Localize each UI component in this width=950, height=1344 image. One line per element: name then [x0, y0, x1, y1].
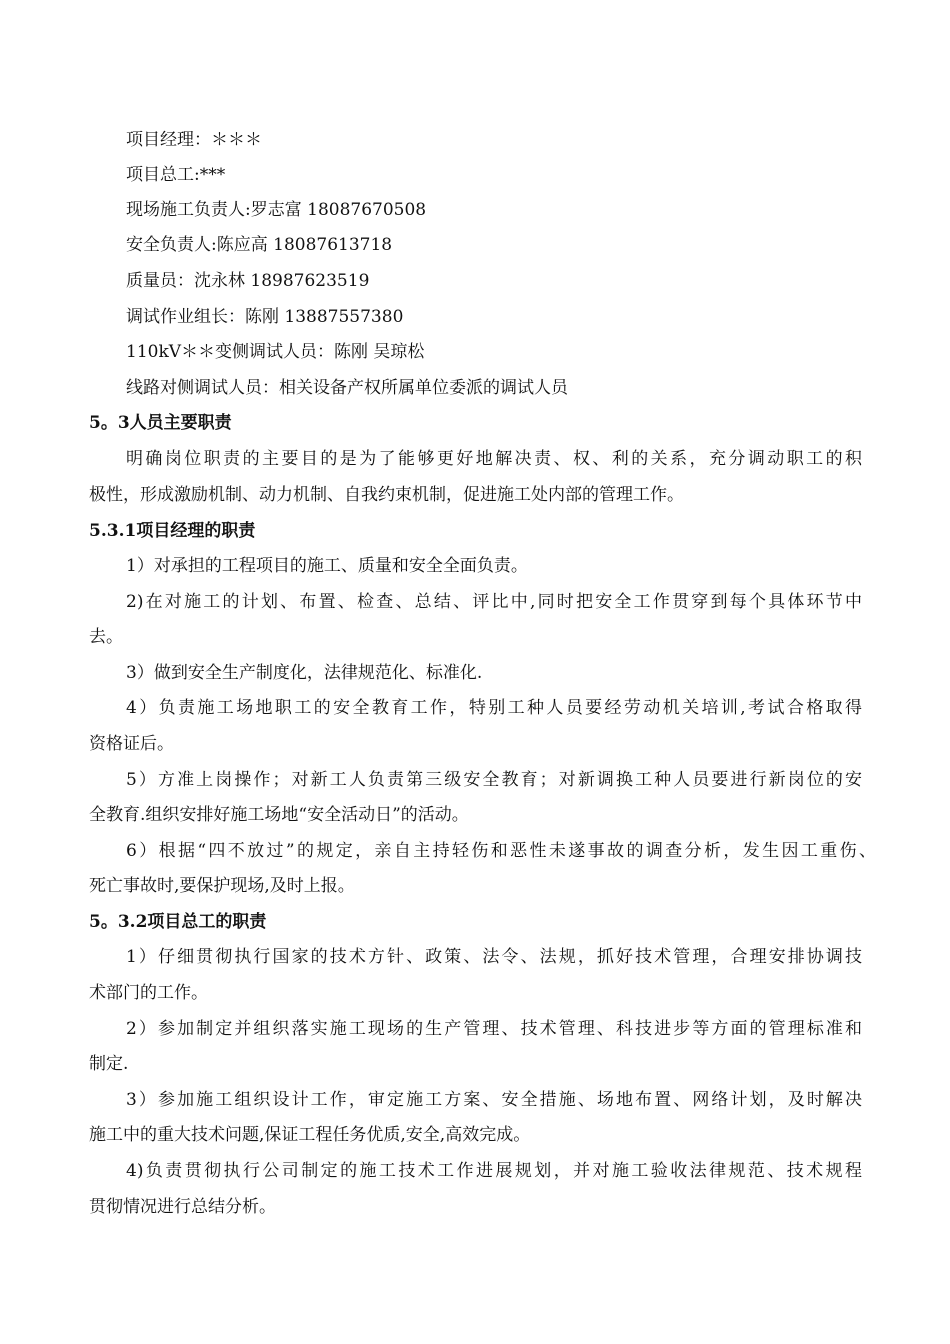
section-heading-5-3-1: 5.3.1项目经理的职责 — [89, 521, 256, 541]
contact-quality-officer: 质量员：沈永林 18987623519 — [126, 271, 370, 291]
duty-pm-6-line-2: 死亡事故时,要保护现场,及时上报。 — [89, 876, 355, 896]
contact-chief-engineer: 项目总工:*** — [126, 165, 226, 185]
section-5-3-intro-line-2: 极性，形成激励机制、动力机制、自我约束机制，促进施工处内部的管理工作。 — [89, 485, 684, 505]
duty-pm-5-line-2: 全教育.组织安排好施工场地“安全活动日”的活动。 — [89, 805, 469, 825]
duty-ce-2-line-2: 制定. — [89, 1054, 129, 1074]
duty-pm-2-line-2: 去。 — [89, 627, 123, 647]
contact-safety-leader: 安全负责人:陈应高 18087613718 — [126, 235, 393, 255]
contact-line-debug-staff: 线路对侧调试人员：相关设备产权所属单位委派的调试人员 — [126, 378, 568, 398]
duty-ce-3-line-2: 施工中的重大技术问题,保证工程任务优质,安全,高效完成。 — [89, 1125, 531, 1145]
section-heading-5-3: 5。3人员主要职责 — [89, 413, 232, 433]
contact-project-manager: 项目经理：＊＊＊ — [126, 130, 262, 150]
section-heading-5-3-2: 5。3.2项目总工的职责 — [89, 912, 267, 932]
section-5-3-intro-line-1: 明确岗位职责的主要目的是为了能够更好地解决责、权、利的关系，充分调动职工的积 — [126, 449, 862, 469]
contact-debug-team-leader: 调试作业组长：陈刚 13887557380 — [126, 307, 404, 327]
duty-pm-4-line-2: 资格证后。 — [89, 734, 174, 754]
duty-ce-1-line-1: 1）仔细贯彻执行国家的技术方针、政策、法令、法规，抓好技术管理，合理安排协调技 — [126, 947, 862, 967]
duty-pm-4-line-1: 4）负责施工场地职工的安全教育工作，特别工种人员要经劳动机关培训,考试合格取得 — [126, 698, 862, 718]
contact-substation-debug-staff: 110kV＊＊变侧调试人员：陈刚 吴琼松 — [126, 342, 425, 362]
duty-pm-1: 1）对承担的工程项目的施工、质量和安全全面负责。 — [126, 556, 528, 576]
duty-ce-2-line-1: 2）参加制定并组织落实施工现场的生产管理、技术管理、科技进步等方面的管理标准和 — [126, 1019, 862, 1039]
duty-ce-3-line-1: 3）参加施工组织设计工作，审定施工方案、安全措施、场地布置、网络计划，及时解决 — [126, 1090, 862, 1110]
duty-ce-4-line-1: 4)负责贯彻执行公司制定的施工技术工作进展规划，并对施工验收法律规范、技术规程 — [126, 1161, 862, 1181]
duty-pm-3: 3）做到安全生产制度化，法律规范化、标准化. — [126, 663, 483, 683]
duty-ce-4-line-2: 贯彻情况进行总结分析。 — [89, 1197, 276, 1217]
duty-pm-6-line-1: 6）根据“四不放过”的规定，亲自主持轻伤和恶性未遂事故的调查分析，发生因工重伤、 — [126, 841, 876, 861]
duty-ce-1-line-2: 术部门的工作。 — [89, 983, 208, 1003]
duty-pm-5-line-1: 5）方准上岗操作；对新工人负责第三级安全教育；对新调换工种人员要进行新岗位的安 — [126, 770, 862, 790]
contact-site-leader: 现场施工负责人:罗志富 18087670508 — [126, 200, 427, 220]
duty-pm-2-line-1: 2)在对施工的计划、布置、检查、总结、评比中,同时把安全工作贯穿到每个具体环节中 — [126, 592, 862, 612]
